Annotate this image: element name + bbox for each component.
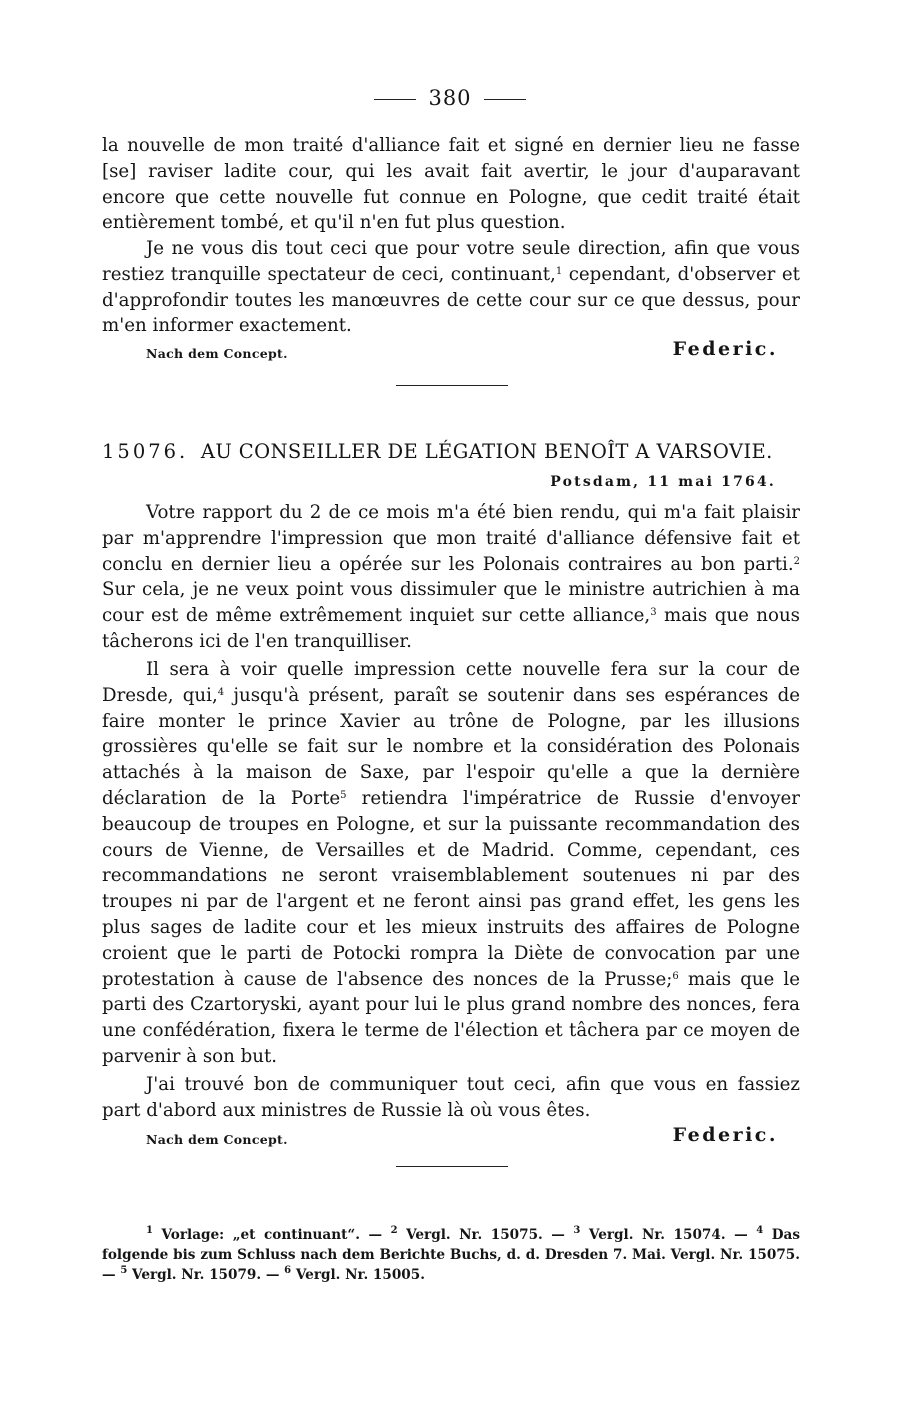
letter-paragraph-3: J'ai trouvé bon de communiquer tout ceci, afin que vous en fassiez part d'abord aux ministres de Russie là où vous êtes. (102, 1074, 800, 1121)
letter-paragraph-2-text-a: Il sera à voir quelle impression cette nouvelle fera sur la cour de Dresde, qui, (102, 659, 800, 706)
letter-paragraph-2-text-b: jusqu'à présent, paraît se soutenir dans ses espérances de faire monter le prince Xavier au trône de Pologne, par les illusions grossières qu'elle se fait sur le nombre et la considération des Polonais attachés à la maison de Saxe, par l'espoir qu'elle a que la dernière déclaration de la Porte (102, 684, 800, 809)
continuation-paragraph-1: la nouvelle de mon traité d'alliance fait et signé en dernier lieu ne fasse [se] raviser ladite cour, qui les avait fait avertir, le jour d'auparavant encore que cette nouvelle fut connue en Pologne, que cedit traité était entièrement tombé, et qu'il n'en fut plus question. (102, 135, 800, 234)
footnote-ref-3: 3 (650, 607, 657, 619)
signature: Federic. (672, 338, 778, 360)
footnote-marker-6: 6 (284, 1264, 292, 1276)
running-header (0, 86, 900, 110)
footnote-marker-1: 1 (146, 1224, 153, 1236)
source-note: Nach dem Concept. (146, 1132, 288, 1147)
footnote-text-4: Das folgende bis zum Schluss nach dem Berichte Buchs, d. d. Dresden 7. Mai. Vergl. Nr. 15075. — (102, 1226, 800, 1283)
footnotes (102, 1225, 800, 1285)
letter-heading (102, 440, 800, 463)
footnote-ref-5: 5 (340, 789, 347, 801)
footnote-text-3: Vergl. Nr. 15074. — (580, 1226, 757, 1243)
letter-title: AU CONSEILLER DE LÉGATION BENOÎT A VARSOVIE. (200, 440, 773, 463)
footnote-text-2: Vergl. Nr. 15075. — (397, 1226, 574, 1243)
section-divider-2 (396, 1166, 508, 1167)
footnote-marker-3: 3 (573, 1224, 581, 1236)
letter-number: 15076. (102, 440, 189, 463)
continuation-paragraph-2 (102, 236, 800, 339)
letter-paragraph-2-text-c: retiendra l'impératrice de Russie d'envoyer beaucoup de troupes en Pologne, et sur la puissante recommandation des cours de Vienne, de Versailles et de Madrid. Comme, cependant, ces recommandations ne seront vraisemblablement soutenues ni par des troupes ni par de l'argent et ne feront ainsi pas grand effet, les gens les plus sages de ladite cour et les mieux instruits des affaires de Pologne croient que le parti de Potocki rompra la Diète de convocation par une protestation à cause de l'absence des nonces de la Prusse; (102, 787, 800, 990)
signature: Federic. (672, 1124, 778, 1146)
footnote-text-6: Vergl. Nr. 15005. (291, 1266, 425, 1283)
letter-paragraph-1-text-c: mais que nous tâcherons ici de l'en tranquilliser. (102, 605, 800, 652)
footnote-text-5: Vergl. Nr. 15079. — (127, 1266, 285, 1283)
footnote-marker-5: 5 (120, 1264, 128, 1276)
footnote-ref-1: 1 (555, 265, 563, 277)
footnote-text-1: Vorlage: „et continuant“. — (152, 1226, 391, 1243)
letter-dateline: Potsdam, 11 mai 1764. (550, 474, 776, 490)
letter-paragraph-1 (102, 500, 800, 655)
continuation-paragraph-2-text-b: cependant, d'observer et d'approfondir toutes les manœuvres de cette cour sur ce que dessus, pour m'en informer exactement. (102, 263, 800, 337)
footnote-marker-4: 4 (756, 1224, 764, 1236)
continuation-paragraph-2-text-a: Je ne vous dis tout ceci que pour votre seule direction, afin que vous restiez tranquille spectateur de ceci, continuant, (102, 238, 800, 285)
footnote-marker-2: 2 (390, 1224, 398, 1236)
footnote-ref-2: 2 (793, 555, 800, 567)
source-note: Nach dem Concept. (146, 346, 288, 361)
header-dash-left (374, 99, 416, 100)
letter-paragraph-2-text-d: mais que le parti des Czartoryski, ayant pour lui le plus grand nombre des nonces, fera une confédération, fixera le terme de l'élection et tâchera par ce moyen de parvenir à son but. (102, 968, 800, 1067)
footnote-ref-4: 4 (217, 686, 225, 698)
page-number: 380 (428, 86, 472, 110)
letter-paragraph-1-text-a: Votre rapport du 2 de ce mois m'a été bien rendu, qui m'a fait plaisir par m'apprendre l'impression que mon traité d'alliance défensive fait et conclu en dernier lieu a opérée sur les Polonais contraires au bon parti. (102, 502, 800, 575)
header-dash-right (484, 99, 526, 100)
letter-paragraph-1-text-b: Sur cela, je ne veux point vous dissimuler que le ministre autrichien à ma cour est de même extrêmement inquiet sur cette alliance, (102, 579, 800, 627)
letter-paragraph-2 (102, 657, 800, 1070)
footnote-ref-6: 6 (672, 970, 679, 982)
section-divider-1 (396, 385, 508, 386)
